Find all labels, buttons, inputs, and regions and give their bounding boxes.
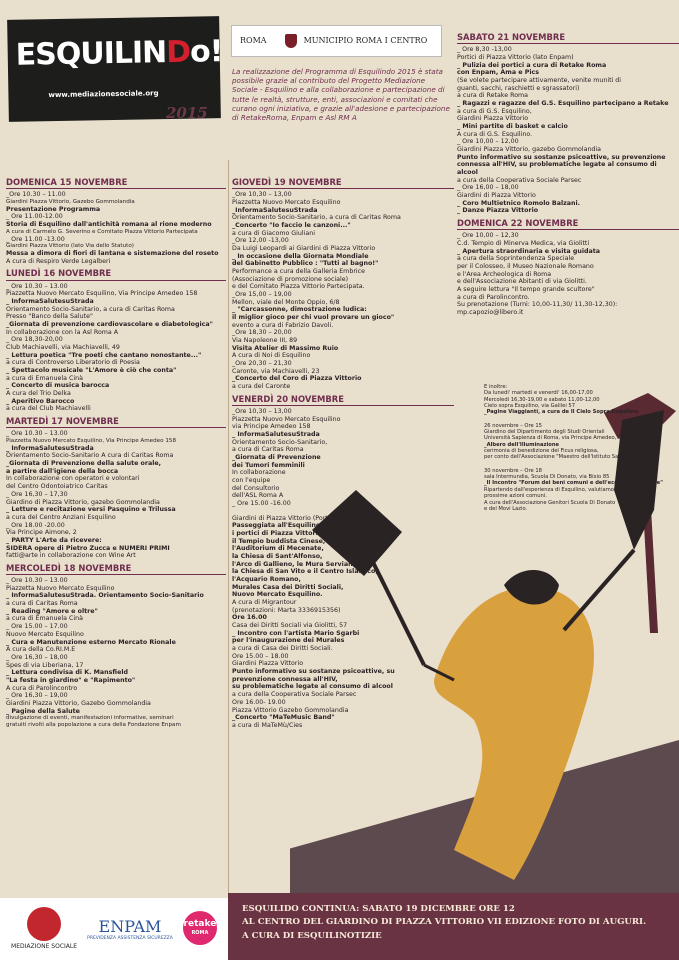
event-detail: a cura di Caritas Roma <box>6 600 78 608</box>
event-title: dei Tumori femminili <box>232 461 305 469</box>
event-detail: A cura di Carmelo G. Severino e Comitato Piazza Vittorio Partecipata <box>6 228 198 235</box>
event-detail: Piazza Vittorio Gazebo Gommolandia <box>232 706 349 714</box>
event-detail: (Associazione di promozione sociale) <box>232 275 349 283</box>
event-detail: Spes di via Liberiana, 17 <box>6 661 84 669</box>
day-heading: DOMENICA 22 NOVEMBRE <box>457 218 679 230</box>
event-detail: cerimonia di benedizione del Ficus religiosa, <box>484 448 599 455</box>
event-detail: Piazzetta Nuovo Mercato Esquilino, Via Principe Amedeo 158 <box>6 290 198 298</box>
event-detail: guanti, sacchi, raschietti e sgrassatori) <box>457 84 580 92</box>
event-detail: per il Colosseo, il Museo Nazionale Romano <box>457 262 594 270</box>
event-detail: Università Sapienza di Roma, via Principe Amedeo, 184 <box>484 435 628 442</box>
event-detail: Giardini Piazza Vittorio, gazebo Gommolandia <box>457 145 602 153</box>
event-detail: _ Ore 10,00 – 12,30 <box>457 232 519 240</box>
day-heading: MERCOLEDÌ 18 NOVEMBRE <box>6 563 226 575</box>
event-title: per l'inaugurazione dei Murales <box>232 637 345 645</box>
event-detail: A cura della Co.RI.M.E <box>6 646 76 654</box>
event-title: a partire dall'igiene della bocca <box>6 467 119 475</box>
event-detail: Via Principe Aimone, 2 <box>6 529 77 537</box>
event-detail: _ Ore 8,30 -13,00 <box>457 46 512 54</box>
day-heading: MARTEDÌ 17 NOVEMBRE <box>6 416 226 428</box>
event-detail: a cura del Club Machiavelli <box>6 405 91 413</box>
event-detail: 26 novembre – Ore 15 <box>484 422 542 429</box>
event-title: _ Coro Multietnico Romolo Balzani. <box>457 199 581 207</box>
event-title: _ Concerto di musica barocca <box>6 382 110 390</box>
event-title: Ore 16.00 <box>232 614 267 622</box>
event-title: Visita Atelier di Massimo Ruio <box>232 344 339 352</box>
event-detail: Giardini Piazza Vittorio, Gazebo Gommolandia <box>6 198 135 205</box>
event-detail: a cura della Cooperativa Sociale Parsec <box>232 691 357 699</box>
event-title: _ Letture e recitazione versi Pasquino e Trilussa <box>6 506 176 514</box>
event-detail: Orientamento Socio-Sanitario, a cura di Caritas Roma <box>6 305 175 313</box>
day-heading: LUNEDÌ 16 NOVEMBRE <box>6 268 226 280</box>
spacer <box>484 461 679 468</box>
event-title: _ "Carcassonne, dimostrazione ludica: <box>232 306 367 314</box>
event-title: SIDERA opere di Pietro Zucca e NUMERI PRIMI <box>6 544 170 552</box>
spacer <box>484 416 679 423</box>
event-detail: _Ore 18,30 – 20,00 <box>232 329 292 337</box>
event-title: prevenzione connessa all'HIV, <box>232 675 338 683</box>
event-title: _ Pagine della Salute <box>6 707 80 715</box>
closing-banner <box>228 893 679 960</box>
event-detail: con l'equipe <box>232 477 271 485</box>
event-detail: dell'ASL Roma A <box>232 492 284 500</box>
day-heading: GIOVEDÌ 19 NOVEMBRE <box>232 177 454 189</box>
event-detail: A cura di Migrantour <box>232 599 297 607</box>
event-detail: Giardini Piazza Vittorio, Gazebo Gommolandia <box>6 699 151 707</box>
event-title: Punto informativo su sostanze psicoattive, su <box>232 668 395 676</box>
event-detail: gratuiti rivolti alla popolazione a cura della Fondazione Enpam <box>6 722 181 729</box>
event-detail: Via Napoleone III, 89 <box>232 337 298 345</box>
event-title: Passeggiata all'Esquilino: <box>232 522 323 530</box>
event-detail: mp.capozio@libero.it <box>457 309 524 316</box>
column-divider <box>228 160 229 900</box>
event-detail: _ Ore 15.00 -16.00 <box>232 500 291 508</box>
event-detail: (Se volete partecipare attivamente, venite muniti di <box>457 76 622 84</box>
event-title: _Giornata di Prevenzione della salute orale, <box>6 460 162 468</box>
event-detail: Giardini Piazza Vittorio (lato Via dello Statuto) <box>6 243 134 250</box>
event-detail: A cura di G.S. Esquilino. <box>457 130 533 138</box>
event-detail: Piazzetta Nuovo Mercato Esquilino <box>232 198 341 206</box>
event-title: _ PARTY L'Arte da ricevere: <box>6 536 102 544</box>
event-title: la Chiesa di San Vito e il Centro Islamico, <box>232 568 378 576</box>
event-title: _ Cura e Manutenzione esterno Mercato Rionale <box>6 638 176 646</box>
closing-line-2: AL CENTRO DEL GIARDINO DI PIAZZA VITTORIO VII EDIZIONE FOTO DI AUGURI. <box>242 917 647 928</box>
event-detail: 30 novembre – Ore 18 <box>484 467 542 474</box>
event-title: _Albero dell'Illuminazione <box>484 441 560 448</box>
event-detail: (prenotazioni: Marta 3336915356) <box>232 606 341 614</box>
event-detail: A cura di Noi di Esquilino <box>232 352 311 360</box>
event-title: _InformaSalutesuStrada <box>232 206 318 214</box>
event-detail: Portici di Piazza Vittorio (lato Enpam) <box>457 53 574 61</box>
event-detail: a cura del Centro Anziani Esquilino <box>6 513 116 521</box>
event-detail: a cura del Caronte <box>232 383 291 391</box>
event-title: l'Auditorium di Mecenate, <box>232 545 324 553</box>
event-detail: Orientamento Socio-Sanitario, <box>232 438 328 446</box>
event-detail: Club Machiavelli, via Machiavelli, 49 <box>6 344 120 352</box>
event-detail: _ Ore 16,30 – 18,00 <box>6 653 68 661</box>
event-title: Storia di Esquilino dall'antichità romana al rione moderno <box>6 221 212 229</box>
extra-events <box>484 384 679 512</box>
sponsor-footer <box>0 898 228 960</box>
event-detail: _ Ore 10,00 – 12,00 <box>457 138 519 146</box>
event-detail: a cura della Soprintendenza Speciale <box>457 255 575 263</box>
day-heading: DOMENICA 15 NOVEMBRE <box>6 177 226 189</box>
event-detail: e dell'Associazione Abitanti di via Giolitti. <box>457 278 587 286</box>
event-detail: a cura di Giacomo Giuliani <box>232 229 316 237</box>
event-detail: a cura di Casa dei Diritti Sociali. <box>232 645 333 653</box>
logo-wordmark: ESQUILINDo! <box>15 34 223 73</box>
event-detail: Piazzetta Nuovo Mercato Esquilino <box>6 584 115 592</box>
event-detail: _Ore 10,30 – 13,00 <box>232 191 292 199</box>
event-detail: Cielo sopra Esquilino, via Galilei 57 <box>484 403 576 410</box>
event-title: _ Mini partite di basket e calcio <box>457 122 568 130</box>
event-title: _ Lettura condivisa di K. Mansfield <box>6 669 129 677</box>
event-detail: Caronte, via Machiavelli, 23 <box>232 367 320 375</box>
event-title: _ Apertura straordinaria e visita guidata <box>457 247 601 255</box>
event-title: Messa a dimora di fiori di lantana e sistemazione del roseto <box>6 250 219 258</box>
event-detail: Nuovo Mercato Esquilino <box>6 630 84 638</box>
event-detail: Orientamento Socio-Sanitario, a cura di Caritas Roma <box>232 214 401 222</box>
event-detail: _Ore 20,30 – 21,30 <box>232 360 292 368</box>
people-circle-icon <box>27 907 61 941</box>
event-title: _Concerto "MaTeMusic Band" <box>232 714 335 722</box>
event-detail: Orientamento Socio-Sanitario A cura di Caritas Roma <box>6 452 174 460</box>
event-detail: A cura del Trio Delka <box>6 390 71 398</box>
event-detail: E inoltre: <box>484 384 508 390</box>
event-detail: Giardini di Piazza Vittorio (Porta Magica) <box>232 514 359 522</box>
event-title: il Tempio buddista Cinese, <box>232 537 326 545</box>
event-title: Punto informativo su sostanze psicoattive, su prevenzione <box>457 153 666 161</box>
event-detail: a cura di Emanuela Cinà <box>6 615 83 623</box>
event-detail: fatti@arte in collaborazione con Wine Art <box>6 552 136 560</box>
event-title: _ Incontro con l'artista Mario Sgarbi <box>232 629 360 637</box>
event-title: _Giornata di prevenzione cardiovascolare e diabetologica" <box>6 321 213 328</box>
event-detail: _ Ore 10.30 – 13.00 <box>6 577 68 585</box>
column-3 <box>457 29 679 317</box>
event-detail: del Consultorio <box>232 484 280 492</box>
event-title: il miglior gioco per chi vuol provare un gioco" <box>232 314 395 321</box>
event-detail: Da Luigi Leopardi ai Giardini di Piazza Vittorio <box>232 244 376 252</box>
spacer <box>232 508 454 515</box>
event-title: _ In occasione della Giornata Mondiale <box>232 252 369 260</box>
mediazione-sociale-logo <box>11 907 77 950</box>
intro-text: La realizzazione del Programma di Esquilindo 2015 è stata possibile grazie al contributo del Progetto Mediazione Sociale - Esquilino e alla collaborazione e partecipazione di tutte le realtà, strutture, enti, associazioni e comitati che curano ogni iniziativa, e grazie all'adesione e partecipazione di RetakeRoma, Enpam e Asl RM A <box>232 67 450 123</box>
enpam-logo <box>87 917 173 942</box>
event-title: _ InformaSalutesuStrada. Orientamento Socio-Sanitario <box>6 592 204 600</box>
event-title: "La festa in giardino" e "Rapimento" <box>6 676 136 684</box>
day-heading: VENERDÌ 20 NOVEMBRE <box>232 394 454 406</box>
event-detail: A cura di Respiro Verde Legalberi <box>6 257 111 265</box>
retake-logo <box>183 911 217 947</box>
event-title: con Enpam, Ama e Pics <box>457 69 540 77</box>
event-detail: In collaborazione <box>232 469 286 477</box>
event-detail: e l'Area Archeologica di Roma <box>457 270 552 278</box>
event-detail: _ Ore 16,30 – 17,30 <box>6 490 68 498</box>
event-detail: a cura di Retake Roma <box>457 92 529 100</box>
event-detail: Da lunedi' martedi e venerdi' 16,00-17,00 <box>484 390 593 397</box>
event-title: la Chiesa di Sant'Alfonso, <box>232 553 323 561</box>
event-detail: Casa dei Diritti Sociali via Giolitti, 57 <box>232 622 348 630</box>
event-title: _ Spettacolo musicale "L'Amore è ciò che conta" <box>6 367 177 375</box>
event-detail: e del Comitato Piazza Vittorio Partecipata. <box>232 283 365 291</box>
column-1 <box>6 174 226 729</box>
event-detail: C.d. Tempio di Minerva Medica, via Giolitti <box>457 239 590 247</box>
event-detail: _ Ore 11.00 -13.00 <box>6 235 65 243</box>
day-heading: SABATO 21 NOVEMBRE <box>457 32 679 44</box>
roma-header <box>231 25 442 57</box>
event-title: _Giornata di Prevenzione <box>232 454 321 461</box>
event-detail: _Ore 15,00 – 19,00 <box>232 290 292 298</box>
roma-label: ROMA <box>240 36 267 46</box>
event-detail: In collaborazione con la Asl Roma A <box>6 328 119 336</box>
event-detail: e del Movi Lazio. <box>484 505 528 512</box>
event-detail: sala Intermundia, Scuola Di Donato, via Bixio 85 <box>484 474 610 481</box>
event-title: i portici di Piazza Vittorio, <box>232 530 325 538</box>
event-title: Murales Casa dei Diritti Sociali, <box>232 583 344 591</box>
event-title: l'Arco di Gallieno, le Mura Serviane, <box>232 560 360 568</box>
event-detail: Performance a cura della Galleria Embrice <box>232 267 365 275</box>
event-detail: Presso "Banco della Salute" <box>6 313 93 321</box>
event-title: su problematiche legate al consumo di alcool <box>232 683 393 691</box>
event-detail: via Principe Amedeo 158 <box>232 423 311 431</box>
event-detail: a cura di Controverso Liberatorio di Poesia <box>6 359 140 367</box>
event-title: _Concerto "Io faccio le canzoni..." <box>232 221 351 229</box>
event-title: _ Aperitivo Barocco <box>6 397 75 405</box>
event-detail: Ore 16.00- 19.00 <box>232 698 286 706</box>
event-detail: _ Ore 15.00 – 17.00 <box>6 623 68 631</box>
roma-seal-icon <box>285 34 297 48</box>
event-detail: a cura di G.S. Esquilino, <box>457 107 532 115</box>
closing-line-3: A CURA DI ESQUILINOTIZIE <box>242 930 382 941</box>
event-title: _Concerto del Coro di Piazza Vittorio <box>232 375 362 383</box>
event-title: _ InformaSalutesuStrada <box>6 297 94 305</box>
event-detail: _ Ore 10.30 – 13.00 <box>6 282 68 290</box>
event-detail: a cura di Emanuela Cinà <box>6 374 83 382</box>
event-detail: _ Ore 10.30 – 13.00 <box>6 430 68 438</box>
event-detail: _Ore 10.30 – 11.00 <box>6 191 66 199</box>
event-detail: Ore 15.00 – 18.00 <box>232 652 289 660</box>
logo-url: www.mediazionesociale.org <box>48 89 159 100</box>
event-detail: a cura di Parolincontro. <box>457 293 530 301</box>
event-title: _ InformaSalutesuStrada <box>6 444 94 452</box>
event-detail: A cura di Parolincontro <box>6 684 78 692</box>
event-detail: _ Ore 11.00-12.00 <box>6 213 63 221</box>
retake-sub: ROMA <box>191 930 209 937</box>
event-detail: _ Ore 16,00 – 18,00 <box>457 184 519 192</box>
event-detail: A seguire lettura "Il tempo grande scultore" <box>457 285 595 293</box>
retake-label: retake <box>183 919 217 930</box>
event-title: connessa all'HIV, su problematiche legate al consumo di alcool <box>457 161 657 176</box>
ms-label: MEDIAZIONE SOCIALE <box>11 943 78 951</box>
event-detail: divulgazione di eventi, manifestazioni informative, seminari <box>6 715 174 722</box>
event-detail: a cura di Caritas Roma <box>232 446 304 454</box>
event-title: _ Ragazzi e ragazze del G.S. Esquilino partecipano a Retake <box>457 99 669 107</box>
event-title: _Il Incontro "Forum dei beni comuni e dell'economia solidale" <box>484 480 663 487</box>
event-detail: Ripartendo dall'esperienza di Esquilino, valutiamo insieme <box>484 486 636 493</box>
event-detail: Giardini Piazza Vittorio <box>457 115 529 123</box>
event-title: Nuovo Mercato Esquilino. <box>232 591 323 599</box>
event-detail: _ Ore 18,30-20,00 <box>6 336 63 344</box>
closing-line-1: ESQUILIDO CONTINUA: SABATO 19 DICEMBRE ORE 12 <box>242 904 515 914</box>
event-title: Presentazione Programma <box>6 205 101 213</box>
event-detail: A cura dell'Associazione Genitori Scuola Di Donato <box>484 499 616 506</box>
event-title: _ Danze Piazza Vittorio <box>457 207 539 215</box>
event-detail: Piazzetta Nuovo Mercato Esquilino <box>232 415 341 423</box>
event-detail: Mercoledi 16,30-19,00 e sabato 11,00-12,00 <box>484 396 600 403</box>
event-detail: _ Ore 18.00 -20.00 <box>6 521 65 529</box>
event-title: _ Lettura poetica "Tre poeti che cantano nonostante..." <box>6 351 202 359</box>
event-detail: prossime azioni comuni. <box>484 493 547 500</box>
logo-year: 2015 <box>166 104 208 122</box>
event-detail: Su prenotazione (Turni: 10,00-11,30/ 11,30-12,30): <box>457 301 618 309</box>
event-detail: _Ore 10,30 – 13,00 <box>232 407 292 415</box>
retake-circle-icon <box>183 911 217 945</box>
event-detail: Giardino del Dipartimento degli Studi Orientali <box>484 429 605 436</box>
event-detail: Piazzetta Nuovo Mercato Esquilino, Via Principe Amedeo 158 <box>6 437 176 444</box>
enpam-label: ENPAM <box>98 916 162 936</box>
event-detail: a cura di MaTeMù/Cies <box>232 721 303 729</box>
event-title: del Gabinetto Pubblico : "Tutti al bagno!" <box>232 260 379 268</box>
column-2 <box>232 174 454 730</box>
event-title: _ Pulizia dei portici a cura di Retake Roma <box>457 61 607 69</box>
event-detail: In collaborazione con operatori e volontari <box>6 475 140 483</box>
event-detail: Mellon, viale del Monte Oppio, 6/8 <box>232 298 340 306</box>
municipio-label: MUNICIPIO ROMA I CENTRO <box>303 36 428 46</box>
event-detail: _ Ore 16,30 – 19,00 <box>6 692 68 700</box>
event-detail: per conto dell'Associazione "Maestro dell'Istituto Samantabhadra" <box>484 454 656 461</box>
event-title: _ Reading "Amore e oltre" <box>6 607 98 615</box>
event-detail: _Ore 12,00 -13,00 <box>232 237 289 245</box>
event-detail: del Centro Odontoiatrico Caritas <box>6 483 108 491</box>
event-detail: Giardini Piazza Vittorio <box>232 660 304 668</box>
event-detail: Giardini di Piazza Vittorio <box>457 192 536 200</box>
event-detail: a cura della Cooperativa Sociale Parsec <box>457 176 582 184</box>
event-title: _ InformaSalutesuStrada <box>232 430 320 438</box>
event-detail: evento a cura di Fabrizio Davoli. <box>232 321 334 329</box>
event-title: _Pagine Viaggianti, a cura de Il Cielo Sopra Esquilino <box>484 409 639 416</box>
event-title: l'Acquario Romano, <box>232 576 301 584</box>
event-detail: Giardino di Piazza Vittorio, gazebo Gommolandia <box>6 498 160 506</box>
enpam-sub: PREVIDENZA ASSISTENZA SICUREZZA <box>87 936 173 942</box>
